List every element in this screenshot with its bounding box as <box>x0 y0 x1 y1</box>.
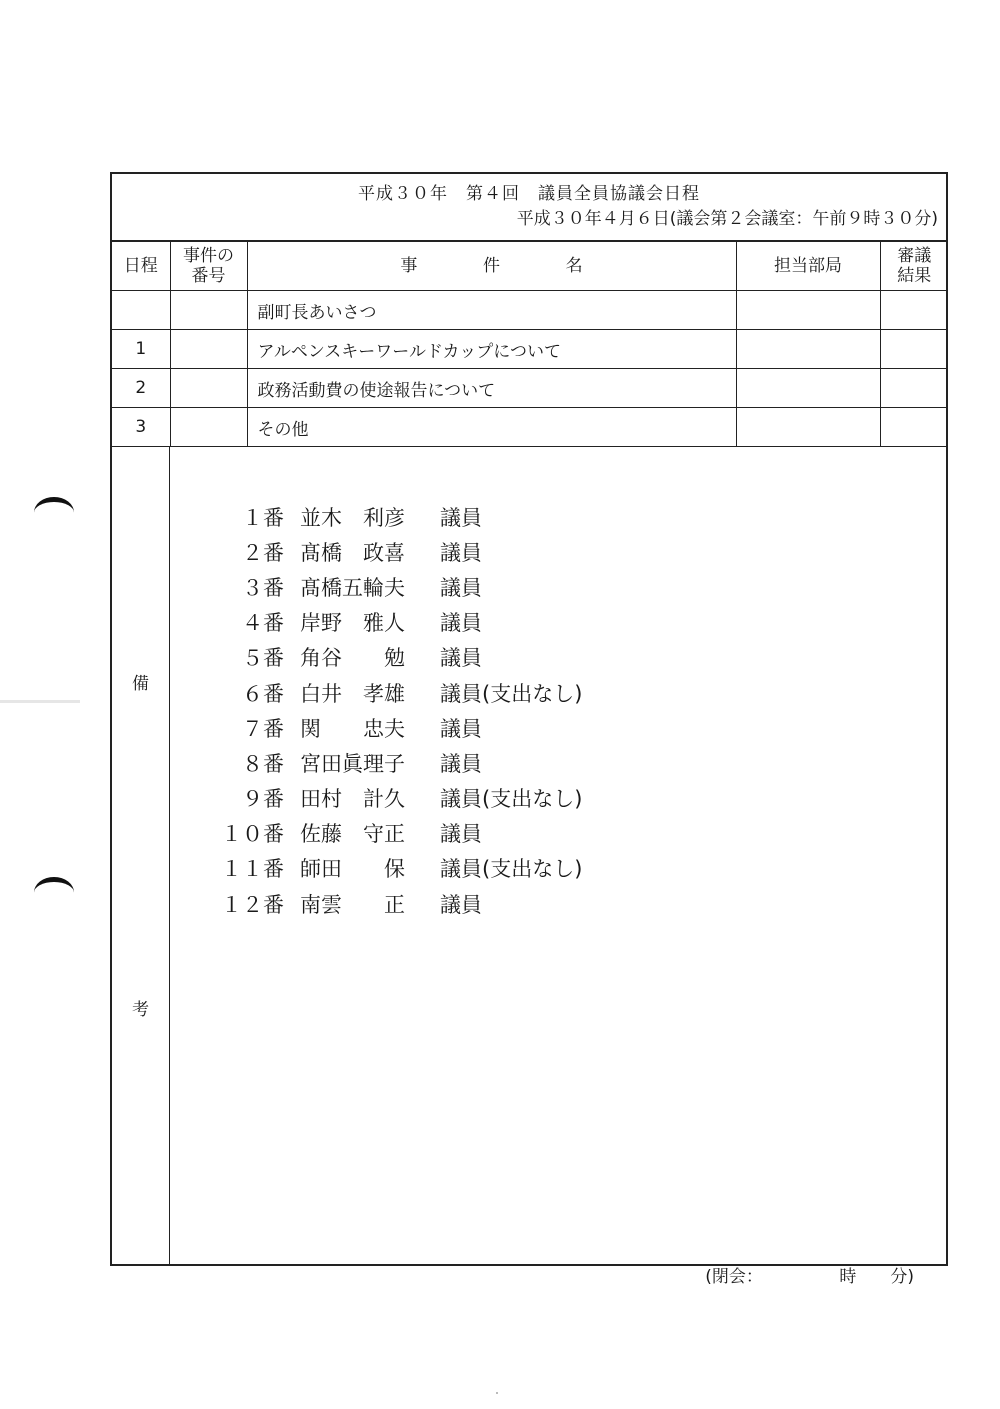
row-result <box>880 369 948 408</box>
member-role: 議員 <box>440 611 482 636</box>
member-name: 髙橋 政喜 <box>300 540 405 565</box>
member-role: 議員 <box>440 892 482 917</box>
row-case-no <box>170 291 247 330</box>
member-role: 議員 <box>440 716 482 741</box>
member-name: 角谷 勉 <box>300 646 405 671</box>
table-row <box>112 369 948 408</box>
table-row <box>112 408 948 447</box>
col-header-department: 担当部局 <box>736 242 880 291</box>
member-name: 佐藤 守正 <box>300 822 405 847</box>
member-number: ３番 <box>242 575 284 600</box>
member-role: 議員 <box>440 505 482 530</box>
row-case-no <box>170 369 247 408</box>
member-number: １０番 <box>221 822 284 847</box>
table-header-row <box>112 242 948 291</box>
member-number: ６番 <box>242 681 284 706</box>
table-row <box>112 330 948 369</box>
row-result <box>880 330 948 369</box>
col-header-day: 日程 <box>112 242 170 291</box>
member-role: 議員 <box>440 751 482 776</box>
row-department <box>736 369 880 408</box>
row-case-no <box>170 330 247 369</box>
row-subject: 副町長あいさつ <box>247 291 736 330</box>
remarks-label-top: 備 <box>132 674 149 694</box>
member-name: 髙橋五輪夫 <box>300 575 405 600</box>
member-role: 議員 <box>440 646 482 671</box>
table-row <box>112 291 948 330</box>
sheet-header <box>112 174 946 241</box>
col-header-subject-char3: 名 <box>565 256 583 276</box>
remarks-section <box>112 447 946 1264</box>
member-role: 議員(支出なし) <box>440 681 583 706</box>
member-number: ７番 <box>242 716 284 741</box>
col-header-subject <box>247 242 736 291</box>
member-role: 議員 <box>440 822 482 847</box>
col-header-subject-char1: 事 <box>400 256 418 276</box>
member-name: 白井 孝雄 <box>300 681 405 706</box>
col-header-case-no-line2: 番号 <box>191 266 226 286</box>
row-department <box>736 408 880 447</box>
member-number: ２番 <box>242 540 284 565</box>
member-name: 岸野 雅人 <box>300 611 405 636</box>
list-item <box>200 851 582 886</box>
row-day <box>112 291 170 330</box>
member-number: １２番 <box>221 892 284 917</box>
member-number: ４番 <box>242 611 284 636</box>
punch-hole-top <box>34 497 74 528</box>
document-title: 平成３０年 第４回 議員全員協議会日程 <box>358 184 700 204</box>
row-department <box>736 330 880 369</box>
schedule-sheet <box>110 172 948 1266</box>
member-number: ９番 <box>242 787 284 812</box>
member-list <box>200 499 582 921</box>
member-role: 議員 <box>440 540 482 565</box>
col-header-subject-char2: 件 <box>482 256 500 276</box>
list-item <box>200 781 582 816</box>
row-department <box>736 291 880 330</box>
row-result <box>880 408 948 447</box>
member-name: 師田 保 <box>300 857 405 882</box>
row-subject: 政務活動費の使途報告について <box>247 369 736 408</box>
remarks-label-column <box>112 447 170 1264</box>
list-item <box>200 534 582 569</box>
member-role: 議員(支出なし) <box>440 787 583 812</box>
col-header-result-line1: 審議 <box>897 246 932 266</box>
row-result <box>880 291 948 330</box>
remarks-label-bottom: 考 <box>132 1000 149 1020</box>
member-name: 田村 計久 <box>300 787 405 812</box>
member-number: ８番 <box>242 751 284 776</box>
closing-time: (閉会： 時 分) <box>705 1267 914 1287</box>
row-subject: その他 <box>247 408 736 447</box>
member-name: 南雲 正 <box>300 892 405 917</box>
col-header-result-line2: 結果 <box>897 266 932 286</box>
list-item <box>200 710 582 745</box>
col-header-case-no-line1: 事件の <box>183 246 234 266</box>
list-item <box>200 675 582 710</box>
member-number: １１番 <box>221 857 284 882</box>
document-date-location: 平成３０年４月６日(議会第２会議室：午前９時３０分) <box>516 209 938 229</box>
row-day: 3 <box>112 408 170 447</box>
member-name: 並木 利彦 <box>300 505 405 530</box>
list-item <box>200 499 582 534</box>
scan-smudge <box>0 700 80 703</box>
scan-dot <box>496 1392 498 1394</box>
list-item <box>200 640 582 675</box>
member-role: 議員 <box>440 575 482 600</box>
list-item <box>200 886 582 921</box>
list-item <box>200 569 582 604</box>
member-number: １番 <box>242 505 284 530</box>
member-number: ５番 <box>242 646 284 671</box>
list-item <box>200 745 582 780</box>
list-item <box>200 816 582 851</box>
schedule-table <box>112 241 948 447</box>
row-day: 1 <box>112 330 170 369</box>
member-name: 宮田眞理子 <box>300 751 405 776</box>
row-day: 2 <box>112 369 170 408</box>
col-header-case-no <box>170 242 247 291</box>
row-subject: アルペンスキーワールドカップについて <box>247 330 736 369</box>
col-header-result <box>880 242 948 291</box>
row-case-no <box>170 408 247 447</box>
punch-hole-bottom <box>34 877 74 908</box>
list-item <box>200 605 582 640</box>
member-name: 関 忠夫 <box>300 716 405 741</box>
member-role: 議員(支出なし) <box>440 857 583 882</box>
